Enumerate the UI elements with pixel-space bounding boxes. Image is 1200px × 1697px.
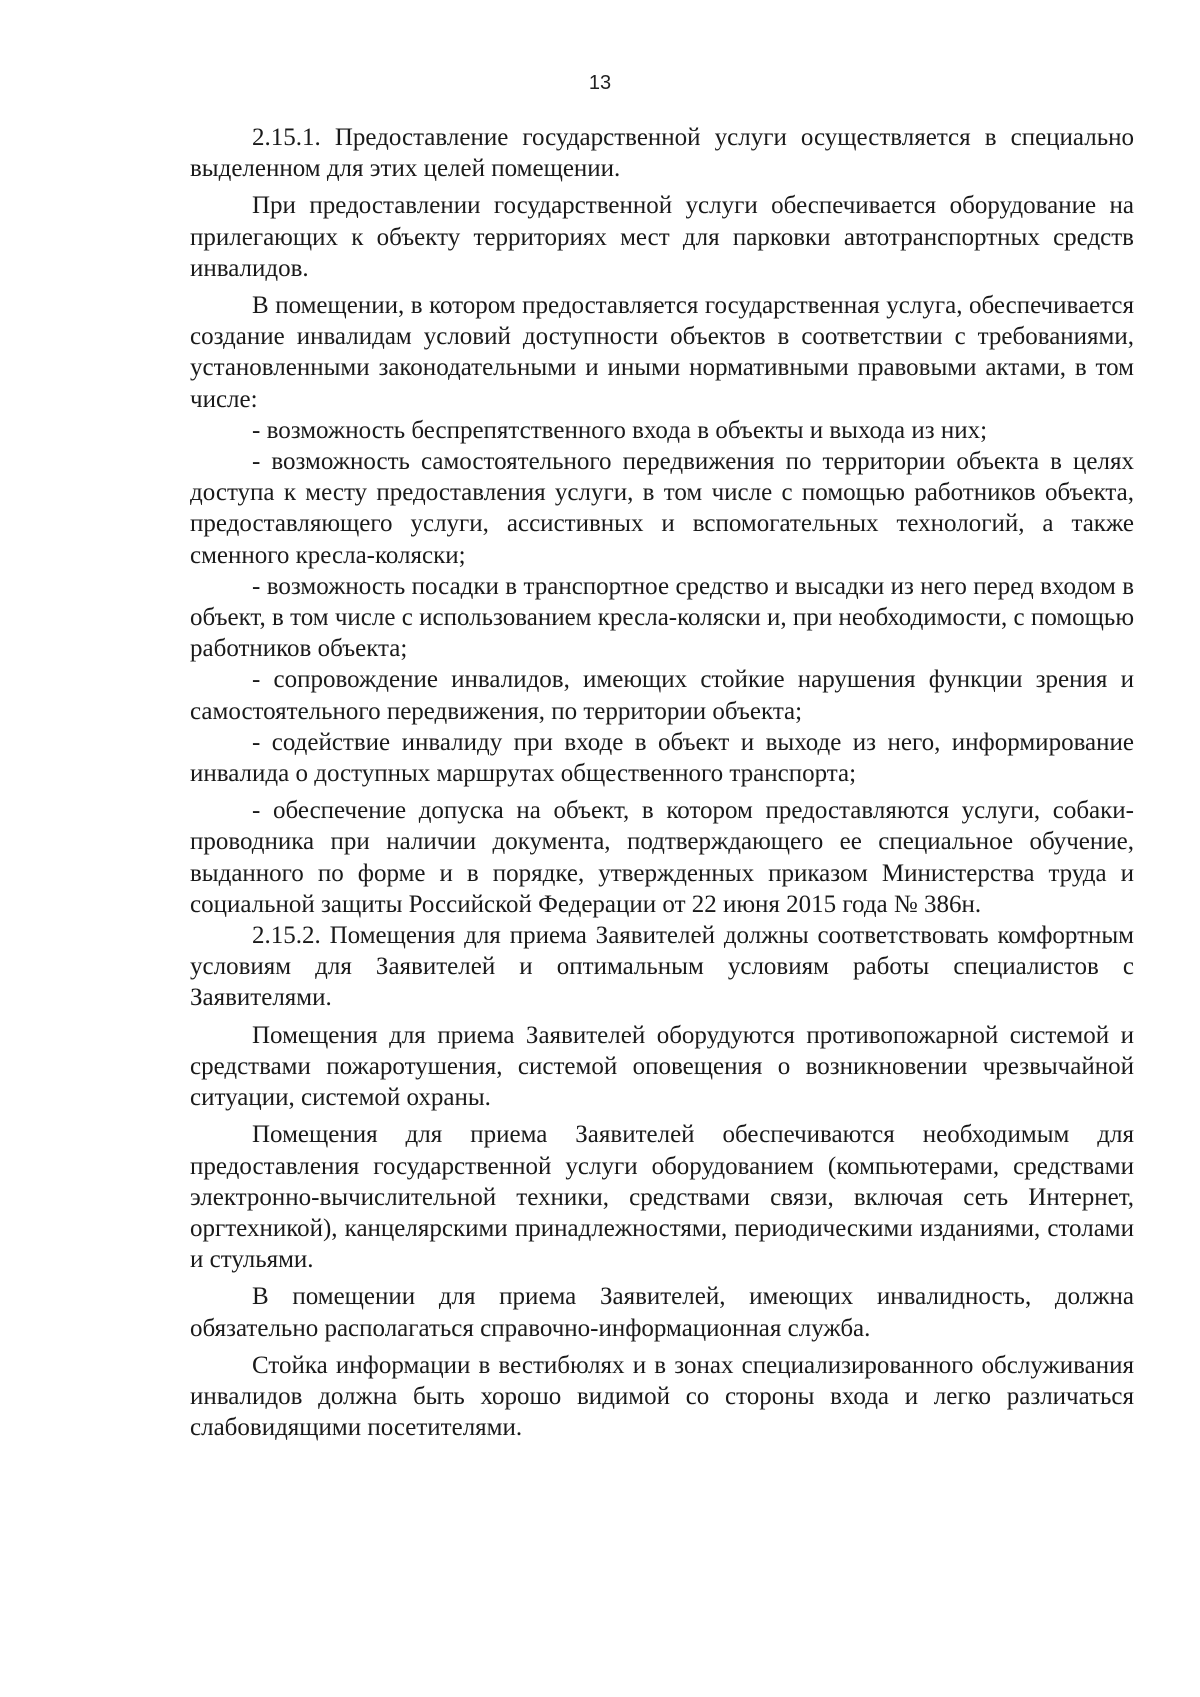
- list-item-independent-movement: - возможность самостоятельного передвижения по территории объекта в целях доступа к месту предоставления услуги, в том числе с помощью работников объекта, предоставляющего услуги, ассистивных и вспомогательных технологий, а также сменного кресла-коляски;: [190, 448, 1134, 569]
- paragraph-info-desk: Стойка информации в вестибюлях и в зонах специализированного обслуживания инвалидов должна быть хорошо видимой со стороны входа и легко различаться слабовидящими посетителями.: [190, 1351, 1134, 1442]
- page-number: 13: [588, 72, 612, 94]
- list-item-guide-dog: - обеспечение допуска на объект, в котором предоставляются услуги, собаки-проводника при наличии документа, подтверждающего ее специальное обучение, выданного по форме и в порядке, утвержденных приказом Министерства труда и социальной защиты Российской Федерации от 22 июня 2015 года № 386н.: [190, 797, 1134, 918]
- list-item-assistance-informing: - содействие инвалиду при входе в объект и выходе из него, информирование инвалида о доступных маршрутах общественного транспорта;: [190, 728, 1134, 788]
- list-item-escort: - сопровождение инвалидов, имеющих стойкие нарушения функции зрения и самостоятельного передвижения, по территории объекта;: [190, 666, 1134, 725]
- paragraph-accessibility-conditions: В помещении, в котором предоставляется государственная услуга, обеспечивается создание инвалидам условий доступности объектов в соответствии с требованиями, установленными законодательными и иными нормативными правовыми актами, в том числе:: [190, 292, 1134, 413]
- paragraph-parking: При предоставлении государственной услуги обеспечивается оборудование на прилегающих к объекту территориях мест для парковки автотранспортных средств инвалидов.: [190, 192, 1134, 282]
- list-item-vehicle-boarding: - возможность посадки в транспортное средство и высадки из него перед входом в объект, в том числе с использованием кресла-коляски и, при необходимости, с помощью работников объекта;: [190, 572, 1134, 663]
- paragraph-equipment: Помещения для приема Заявителей обеспечиваются необходимым для предоставления государственной услуги оборудованием (компьютерами, средствами электронно-вычислительной техники, средствами связи, включая сеть Интернет, оргтехникой), канцелярскими принадлежностями, периодическими изданиями, столами и стульями.: [190, 1121, 1134, 1274]
- paragraph-fire-safety: Помещения для приема Заявителей оборудуются противопожарной системой и средствами пожаротушения, системой оповещения о возникновении чрезвычайной ситуации, системой охраны.: [190, 1021, 1134, 1112]
- list-item-entrance-access: - возможность беспрепятственного входа в объекты и выхода из них;: [252, 416, 988, 444]
- document-body: [190, 122, 1134, 1443]
- paragraph-info-service: В помещении для приема Заявителей, имеющих инвалидность, должна обязательно располагаться справочно-информационная служба.: [190, 1283, 1134, 1342]
- paragraph-2-15-1: 2.15.1. Предоставление государственной услуги осуществляется в специально выделенном для этих целей помещении.: [190, 124, 1134, 183]
- paragraph-2-15-2: 2.15.2. Помещения для приема Заявителей должны соответствовать комфортным условиям для Заявителей и оптимальным условиям работы специалистов с Заявителями.: [190, 922, 1134, 1012]
